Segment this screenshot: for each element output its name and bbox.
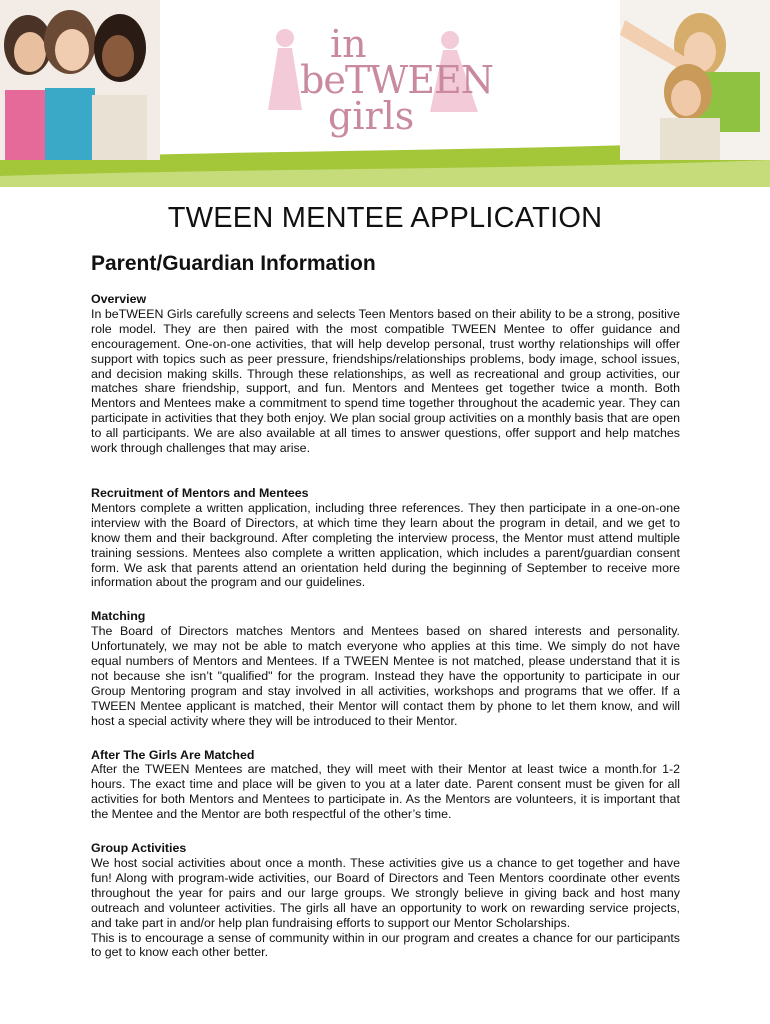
section-paragraph: In beTWEEN Girls carefully screens and selects Teen Mentors based on their ability to be a strong, positive role model. They are then paired with the most compatible TWEEN Mentee to offer guidance and encouragement. One-on-one activities, that will help develop personal, trust worthy relationships will offer support with topics such as peer pressure, friendships/relationships problems, body image, school issues, and decision making skills. Through these relationships, as well as recreational and group activities, our matches share friendship, support, and fun. Mentors and Mentees get together twice a month. Both Mentors and Mentees make a commitment to spend time together throughout the academic year. They can participate in activities that they both enjoy. We plan social group activities on a monthly basis that are open to all participants. We are also available at all times to answer questions, offer support and help matches work through challenges that may arise. <box>91 306 680 456</box>
document-body <box>91 292 680 979</box>
section-paragraph: After the TWEEN Mentees are matched, they will meet with their Mentor at least twice a month.for 1-2 hours. The exact time and place will be given to you at a later date. Parent consent must be given for all activities for both Mentors and Mentees to participate in. As the Mentors are volunteers, it is important that the Mentee and the Mentor are both respectful of the other’s time. <box>91 762 680 822</box>
section-heading: After The Girls Are Matched <box>91 747 255 762</box>
logo-line-in: in <box>330 22 367 66</box>
section-heading: Overview <box>91 292 147 306</box>
recruitment-section <box>91 486 680 590</box>
girls-photo-right <box>620 0 770 160</box>
page-title: TWEEN MENTEE APPLICATION <box>167 202 603 234</box>
group-activities-section <box>91 841 680 960</box>
section-paragraph-2: This is to encourage a sense of community within in our program and creates a chance for our participants to get to know each other better. <box>91 930 680 960</box>
section-paragraph: We host social activities about once a month. These activities give us a chance to get together and have fun! Along with program-wide activities, our Board of Directors and Teen Mentors coordinate other events throughout the year for pairs and our large groups. We strongly believe in giving back and host many outreach and volunteer activities. The girls all have an opportunity to work on rewarding service projects, and take part in and/or help plan fundraising efforts to support our Mentor Scholarships. <box>91 856 680 930</box>
section-heading: Group Activities <box>91 841 187 856</box>
section-paragraph: The Board of Directors matches Mentors and Mentees based on shared interests and personality. Unfortunately, we may not be able to match everyone who applies at this time. We simply do not have equal numbers of Mentors and Mentees. If a TWEEN Mentee is not matched, please understand that it is not because she isn’t "qualified" for the program. Instead they have the opportunity to participate in our Group Mentoring program and stay involved in all activities, workshops and programs that we offer. If a TWEEN Mentee applicant is matched, their Mentor will contact them by phone to let them know, and will host a special activity where they will be introduced to their Mentor. <box>91 624 680 728</box>
header-banner <box>0 0 770 187</box>
girls-photo-left <box>0 0 160 160</box>
in-between-girls-logo <box>300 20 500 140</box>
overview-section <box>91 292 680 456</box>
section-heading: Matching <box>91 609 146 624</box>
logo-line-girls: girls <box>328 94 415 138</box>
section-heading: Recruitment of Mentors and Mentees <box>91 485 309 500</box>
section-subtitle: Parent/Guardian Information <box>91 252 376 275</box>
section-paragraph: Mentors complete a written application, including three references. They then participate in a one-on-one interview with the Board of Directors, at which time they learn about the program in detail, and we get to know them and their background. After completing the interview process, the Mentor must attend multiple training sessions. Mentees also complete a written application, which includes a parent/guardian consent form. We ask that parents attend an orientation held during the beginning of September to receive more information about the program and our guidelines. <box>91 500 680 590</box>
matching-section <box>91 609 680 728</box>
logo-line-between: beTWEEN <box>300 58 493 102</box>
after-matched-section <box>91 748 680 823</box>
